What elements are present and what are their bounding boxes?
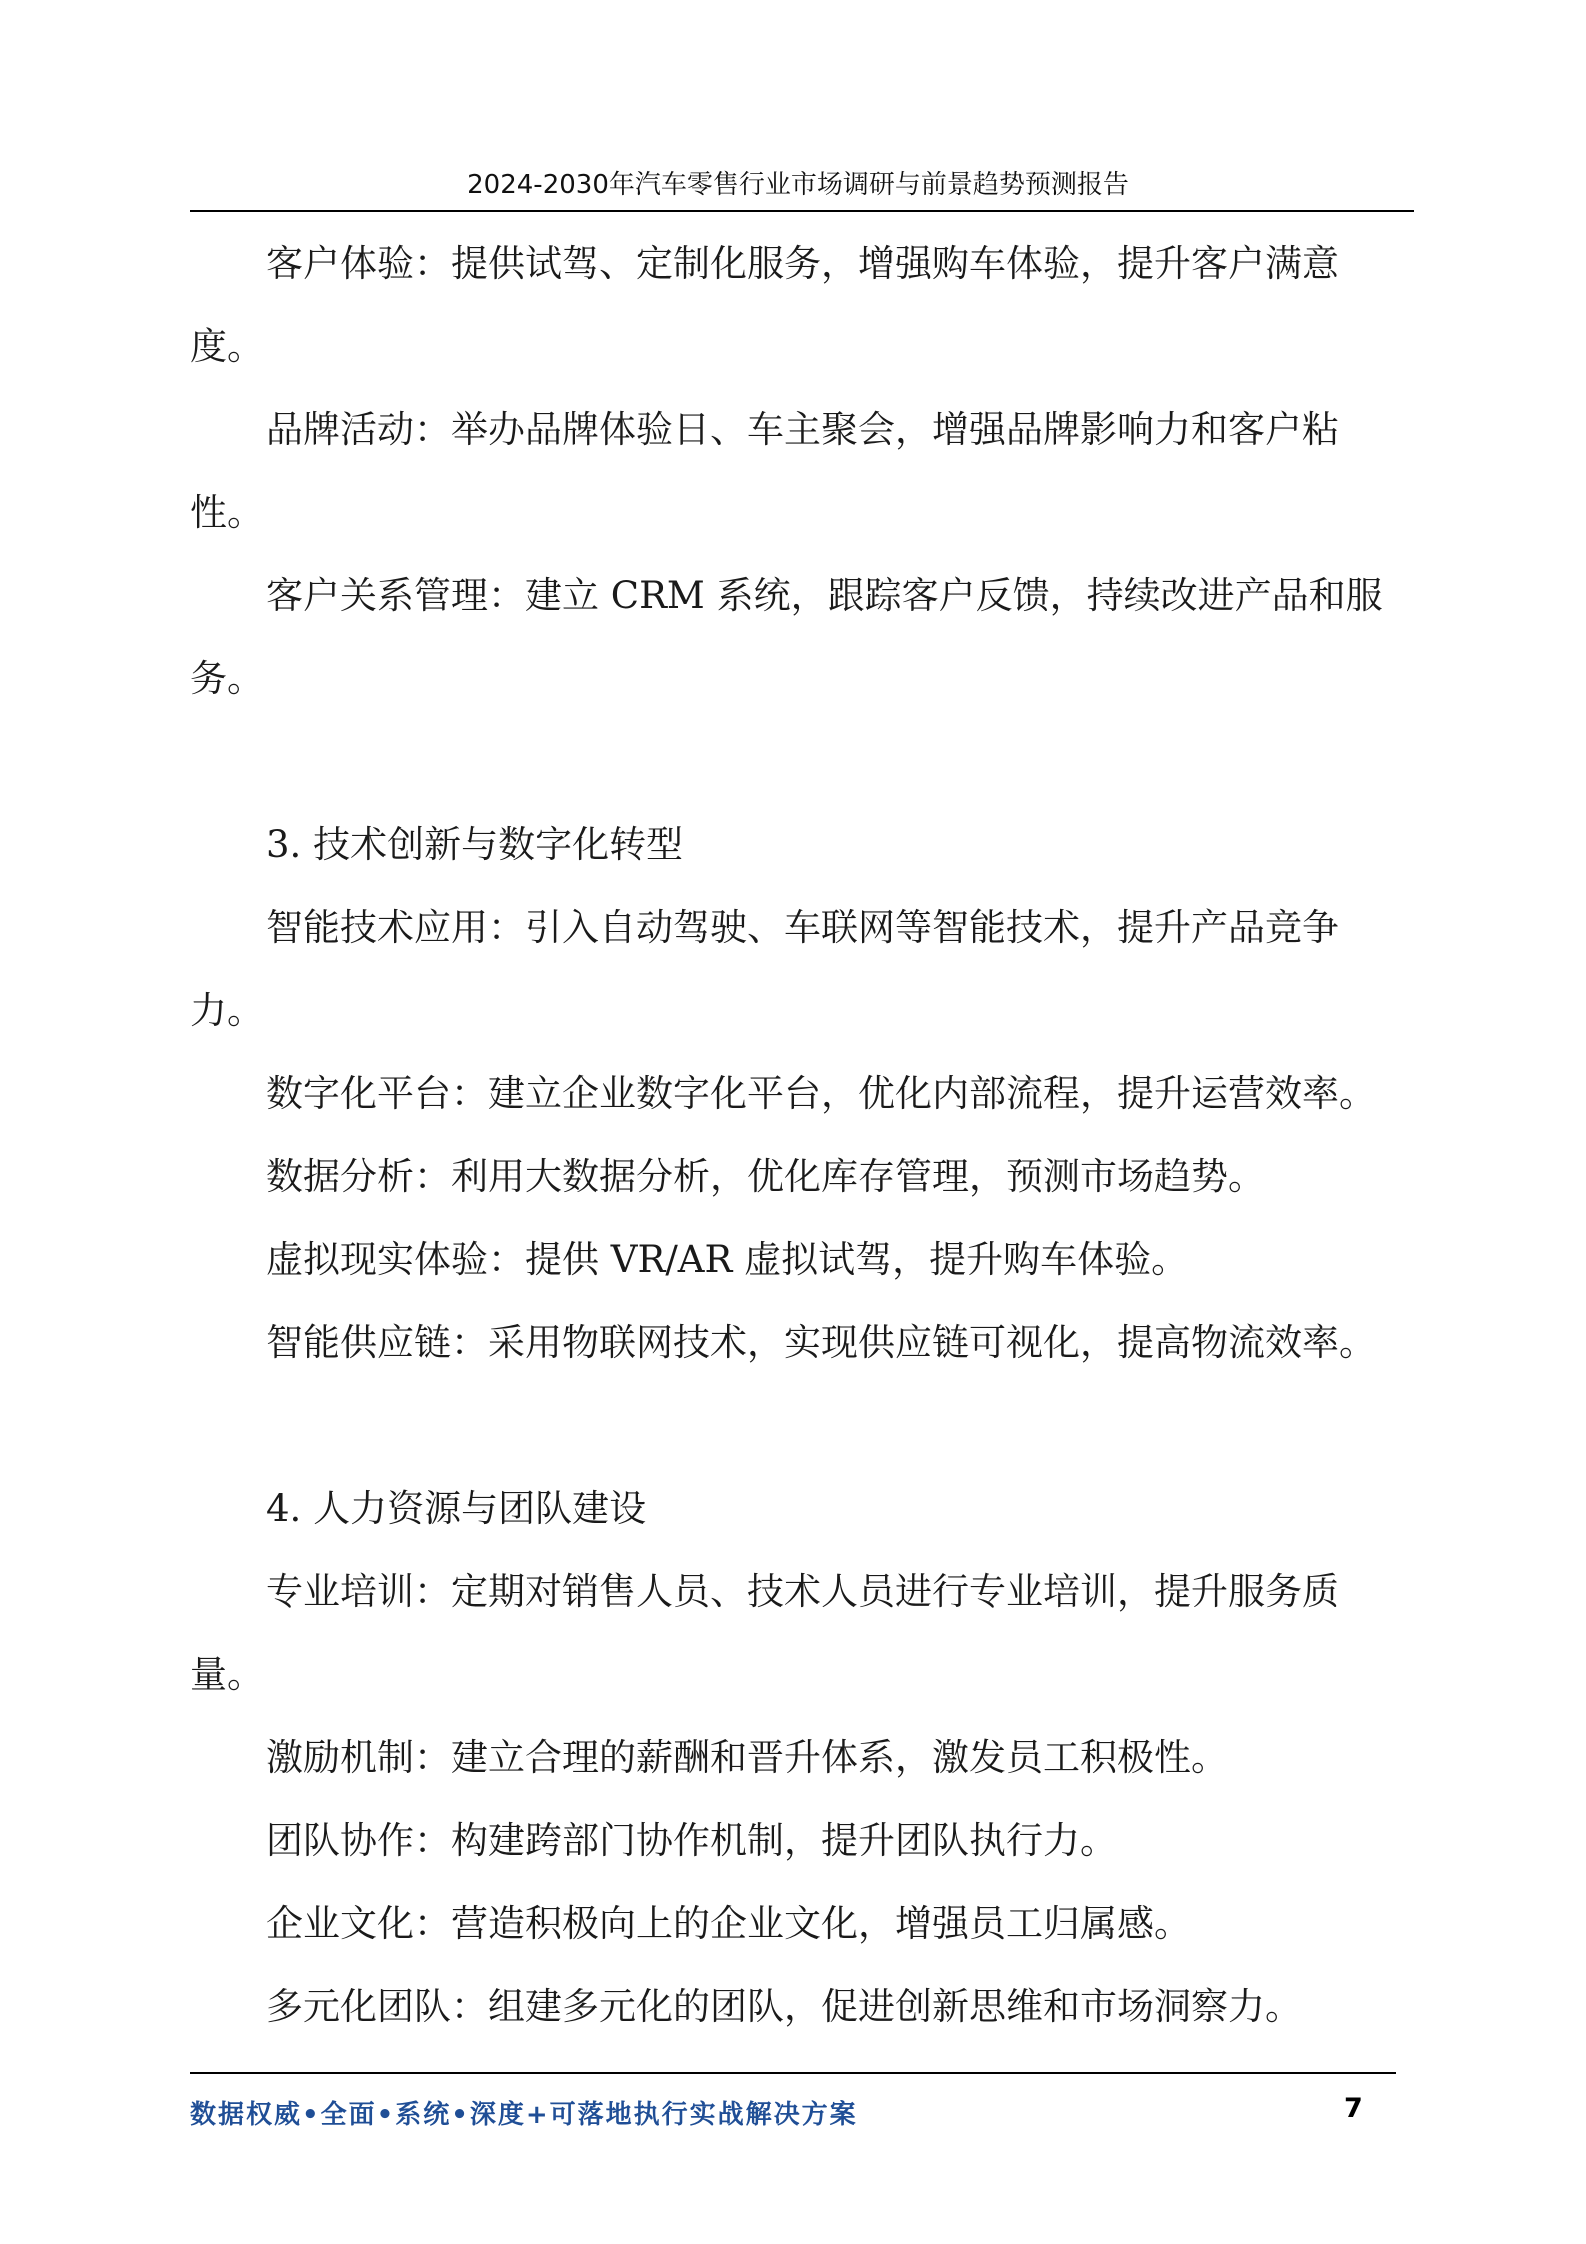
footer-slogan: 数据权威•全面•系统•深度+可落地执行实战解决方案 xyxy=(190,2100,858,2130)
paragraph-diverse-team: 多元化团队：组建多元化的团队，促进创新思维和市场洞察力。 xyxy=(266,1985,1302,2028)
spacer xyxy=(190,1384,1414,1467)
body-text xyxy=(190,222,1414,2048)
footer-divider xyxy=(190,2072,1396,2074)
paragraph-smart-supply-chain: 智能供应链：采用物联网技术，实现供应链可视化，提高物流效率。 xyxy=(266,1321,1376,1364)
paragraph-training-cont: 量。 xyxy=(190,1653,264,1696)
spacer xyxy=(190,720,1414,803)
section-heading-4: 4. 人力资源与团队建设 xyxy=(266,1487,647,1530)
header-divider xyxy=(190,210,1414,212)
paragraph-culture: 企业文化：营造积极向上的企业文化，增强员工归属感。 xyxy=(266,1902,1191,1945)
section-heading-3: 3. 技术创新与数字化转型 xyxy=(266,823,684,866)
paragraph-crm: 客户关系管理：建立 CRM 系统，跟踪客户反馈，持续改进产品和服 xyxy=(266,574,1383,617)
paragraph-incentives: 激励机制：建立合理的薪酬和晋升体系，激发员工积极性。 xyxy=(266,1736,1228,1779)
page-number: 7 xyxy=(1344,2093,1363,2124)
paragraph-brand-activities: 品牌活动：举办品牌体验日、车主聚会，增强品牌影响力和客户粘 xyxy=(266,408,1339,451)
paragraph-data-analysis: 数据分析：利用大数据分析，优化库存管理，预测市场趋势。 xyxy=(266,1155,1265,1198)
header-title: 2024-2030年汽车零售行业市场调研与前景趋势预测报告 xyxy=(467,170,1129,200)
paragraph-digital-platform: 数字化平台：建立企业数字化平台，优化内部流程，提升运营效率。 xyxy=(266,1072,1376,1115)
paragraph-brand-activities-cont: 性。 xyxy=(190,491,264,534)
paragraph-vr-experience: 虚拟现实体验：提供 VR/AR 虚拟试驾，提升购车体验。 xyxy=(266,1238,1189,1281)
paragraph-teamwork: 团队协作：构建跨部门协作机制，提升团队执行力。 xyxy=(266,1819,1117,1862)
paragraph-training: 专业培训：定期对销售人员、技术人员进行专业培训，提升服务质 xyxy=(266,1570,1339,1613)
paragraph-customer-experience: 客户体验：提供试驾、定制化服务，增强购车体验，提升客户满意 xyxy=(266,242,1339,285)
paragraph-crm-cont: 务。 xyxy=(190,657,264,700)
paragraph-smart-tech: 智能技术应用：引入自动驾驶、车联网等智能技术，提升产品竞争 xyxy=(266,906,1339,949)
paragraph-smart-tech-cont: 力。 xyxy=(190,989,264,1032)
paragraph-customer-experience-cont: 度。 xyxy=(190,325,264,368)
